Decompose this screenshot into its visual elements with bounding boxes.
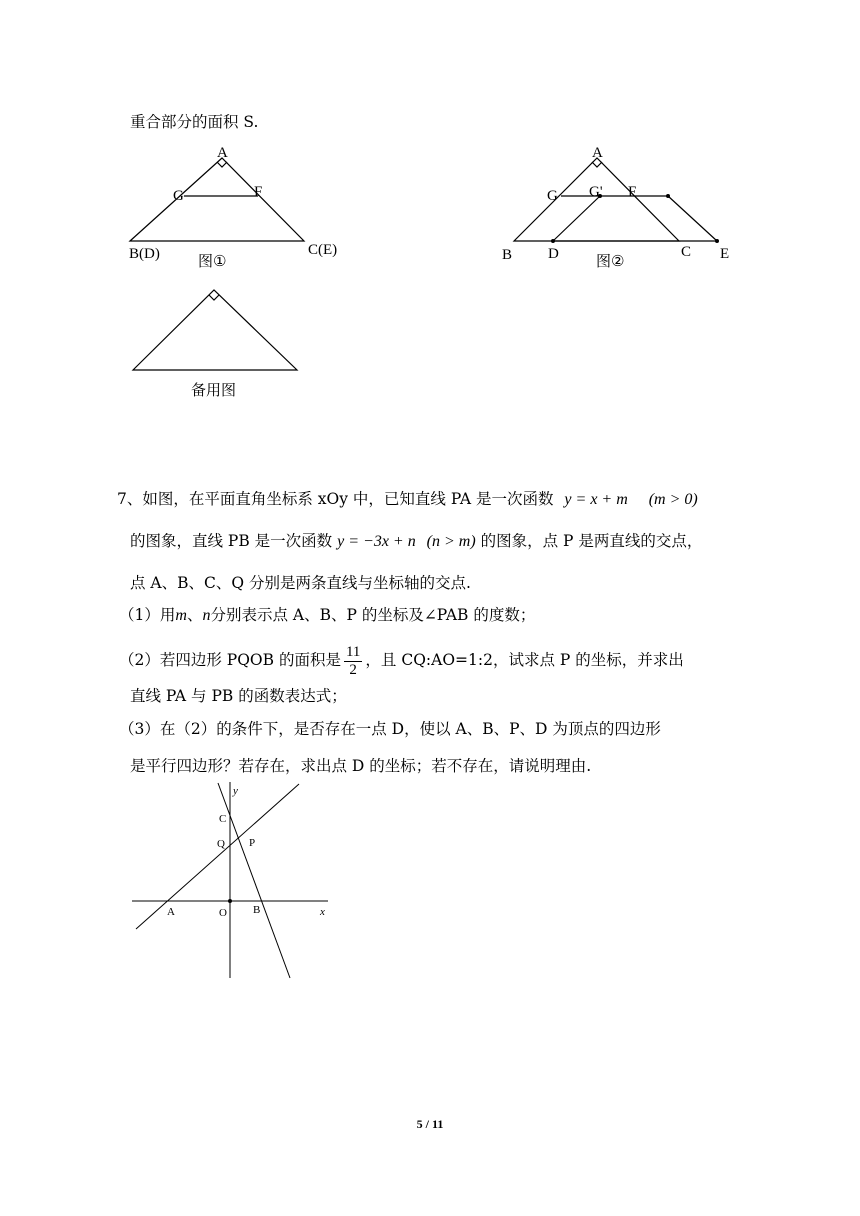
fig1-label-f: F <box>254 184 263 200</box>
fig2-segment-e-side <box>668 196 717 241</box>
q7-sub-1-text: 分别表示点 A、B、P 的坐标及∠PAB 的度数； <box>210 606 536 624</box>
spare-triangle <box>133 290 297 370</box>
graph-label-y: y <box>233 785 238 797</box>
line-pa <box>136 784 299 929</box>
fig1-label-ce: C(E) <box>308 242 338 258</box>
prev-question-tail: 重合部分的面积 S. <box>130 113 259 131</box>
line-pb <box>218 783 290 978</box>
fig2-segment-dgp <box>553 196 600 241</box>
graph-label-c: C <box>219 813 227 825</box>
graph-label-a: A <box>167 906 175 918</box>
q7-sub-1-prefix: （1）用 <box>119 606 176 624</box>
fig2-label-f: F <box>628 184 637 200</box>
graph-label-x: x <box>320 906 325 918</box>
fig1-label-a: A <box>217 145 228 161</box>
fig2-label-d: D <box>548 246 559 262</box>
fig2-label-b: B <box>502 247 513 263</box>
q7-equation-pa: y = x + m <box>564 491 628 508</box>
q7-line-2-text-a: 的图象，直线 PB 是一次函数 <box>130 532 333 550</box>
q7-sub-2-prefix: （2）若四边形 PQOB 的面积是 <box>119 651 341 669</box>
graph-label-q: Q <box>217 838 225 850</box>
fig2-label-g: G <box>547 188 558 204</box>
q7-line-1-text: 7、如图，在平面直角坐标系 xOy 中，已知直线 PA 是一次函数 <box>117 490 554 508</box>
q7-sub-1-m: m <box>175 607 187 624</box>
fig2-label-e: E <box>720 246 730 262</box>
graph-label-o: O <box>219 907 227 919</box>
fig2-label-a: A <box>592 145 603 161</box>
fig2-caption: 图② <box>596 252 625 270</box>
q7-fraction-11-2 <box>344 644 362 679</box>
q7-sub-1-sep: 、 <box>186 606 203 624</box>
q7-sub-3: （3）在（2）的条件下，是否存在一点 D，使以 A、B、P、D 为顶点的四边形 <box>119 720 661 738</box>
q7-sub-2-cont: 直线 PA 与 PB 的函数表达式； <box>130 687 347 705</box>
q7-line-2-text-b: 的图象，点 P 是两直线的交点， <box>480 532 703 550</box>
figure-spare <box>125 285 325 405</box>
graph-label-p: P <box>249 837 256 849</box>
origin-point <box>228 899 232 903</box>
fig2-label-c: C <box>681 244 692 260</box>
q7-line-3: 点 A、B、C、Q 分别是两条直线与坐标轴的交点. <box>130 574 471 592</box>
fraction-numerator: 11 <box>345 643 361 660</box>
q7-coordinate-graph <box>128 780 348 980</box>
q7-equation-pb: y = −3x + n <box>337 533 416 550</box>
fig2-label-gp: G' <box>589 184 603 200</box>
fraction-denominator: 2 <box>349 661 357 678</box>
fig1-right-angle-mark <box>217 162 227 167</box>
q7-line-2 <box>130 531 702 552</box>
q7-sub-2-text: ，且 CQ:AO=1:2，试求点 P 的坐标，并求出 <box>365 651 684 669</box>
fig1-label-bd: B(D) <box>129 246 160 262</box>
q7-line-1 <box>117 489 698 510</box>
fig1-caption: 图① <box>198 252 227 270</box>
spare-caption: 备用图 <box>191 381 237 399</box>
figure-1 <box>125 140 365 270</box>
graph-label-b: B <box>253 904 261 916</box>
q7-sub-1-n: n <box>202 607 211 624</box>
q7-condition-n: (n > m) <box>426 533 476 550</box>
spare-right-angle-mark <box>209 295 219 300</box>
fig1-label-g: G <box>173 188 184 204</box>
figure-2 <box>500 140 750 270</box>
q7-sub-1 <box>119 605 535 626</box>
q7-sub-3-cont: 是平行四边形？若存在，求出点 D 的坐标；若不存在，请说明理由. <box>130 757 592 775</box>
page-number: 5 / 11 <box>416 1117 444 1131</box>
fig1-triangle <box>130 158 304 241</box>
q7-sub-2 <box>119 642 684 679</box>
fig2-right-angle-mark <box>592 162 602 167</box>
q7-condition-m: (m > 0) <box>648 491 698 508</box>
